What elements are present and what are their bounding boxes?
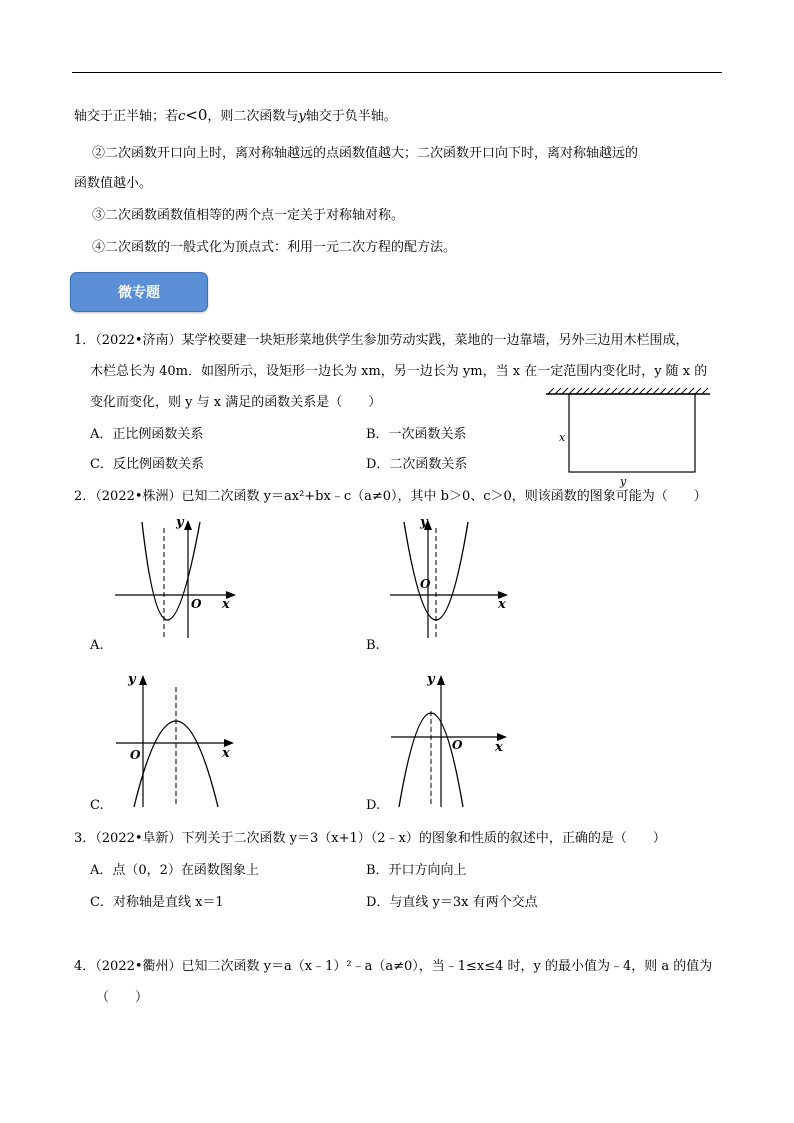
y-axis-label: y <box>420 515 428 530</box>
q2-graph-c[interactable] <box>110 665 250 810</box>
intro-paragraph-2: ②二次函数开口向上时，离对称轴越远的点函数值越大；二次函数开口向下时，离对称轴越远的 <box>92 146 639 161</box>
q3-option-b[interactable]: B．开口方向向上 <box>366 863 467 878</box>
q1-stem-line-3: 变化而变化，则 y 与 x 满足的函数关系是（ ） <box>90 395 382 410</box>
q1-stem-line-2: 木栏总长为 40m．如图所示，设矩形一边长为 xm，另一边长为 ym，当 x 在一定范围内变化时，y 随 x 的 <box>90 364 708 379</box>
q3-option-a[interactable]: A．点（0，2）在函数图象上 <box>90 863 259 878</box>
q2-graph-a[interactable] <box>100 510 250 640</box>
q4-answer-blank: （ ） <box>96 990 149 1005</box>
q2-stem: 2．（2022•株洲）已知二次函数 y＝ax²+bx﹣c（a≠0），其中 b＞0、c＞0，则该函数的图象可能为（ ） <box>74 489 707 504</box>
q2-option-d[interactable]: D. <box>366 798 381 813</box>
q1-figure-bottom-label: y <box>620 475 627 488</box>
header-rule <box>72 72 722 73</box>
y-axis-label: y <box>427 672 435 687</box>
q2-option-b[interactable]: B. <box>366 638 380 653</box>
q3-option-c[interactable]: C．对称轴是直线 x＝1 <box>90 895 224 910</box>
origin-label: O <box>420 577 431 591</box>
intro-paragraph-2-cont: 函数值越小。 <box>74 176 153 191</box>
x-axis-label: x <box>495 740 503 755</box>
origin-label: O <box>191 597 202 611</box>
intro-paragraph-3: ③二次函数函数值相等的两个点一定关于对称轴对称。 <box>92 208 405 223</box>
q1-option-a[interactable]: A．正比例函数关系 <box>90 427 204 442</box>
q2-graph-b[interactable] <box>370 510 520 640</box>
x-axis-label: x <box>222 746 230 761</box>
q1-figure-side-label: x <box>559 431 566 444</box>
y-axis-label: y <box>176 515 184 530</box>
q1-option-b[interactable]: B．一次函数关系 <box>366 427 467 442</box>
q3-stem: 3．（2022•阜新）下列关于二次函数 y＝3（x+1）（2﹣x）的图象和性质的叙述中，正确的是（ ） <box>74 831 666 846</box>
section-tag: 微专题 <box>70 272 208 312</box>
q1-wall-rectangle-figure <box>540 384 720 490</box>
origin-label: O <box>452 738 463 752</box>
q2-option-a[interactable]: A. <box>90 638 104 653</box>
q1-stem-line-1: 1．（2022•济南）某学校要建一块矩形菜地供学生参加劳动实践，菜地的一边靠墙，另外三边用木栏围成， <box>74 333 689 348</box>
q1-option-c[interactable]: C．反比例函数关系 <box>90 457 204 472</box>
intro-line-1: 轴交于正半轴；若c<0，则二次函数与y轴交于负半轴。 <box>74 106 397 124</box>
q2-graph-d[interactable] <box>385 665 515 810</box>
q3-option-d[interactable]: D．与直线 y＝3x 有两个交点 <box>366 895 538 910</box>
x-axis-label: x <box>498 597 506 612</box>
y-axis-label: y <box>128 672 136 687</box>
origin-label: O <box>130 748 141 762</box>
intro-paragraph-4: ④二次函数的一般式化为顶点式：利用一元二次方程的配方法。 <box>92 240 457 255</box>
q4-stem: 4．（2022•衢州）已知二次函数 y＝a（x﹣1）²﹣a（a≠0），当﹣1≤x≤4 时，y 的最小值为﹣4，则 a 的值为 <box>74 959 713 974</box>
x-axis-label: x <box>222 597 230 612</box>
q1-option-d[interactable]: D．二次函数关系 <box>366 457 468 472</box>
q2-option-c[interactable]: C. <box>90 798 104 813</box>
